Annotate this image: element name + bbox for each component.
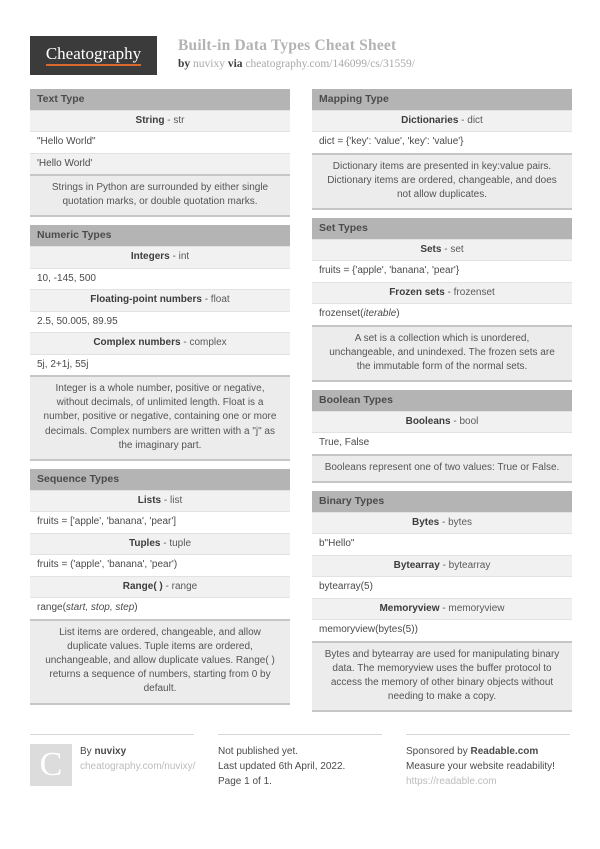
publish-status: Not published yet.	[218, 746, 299, 758]
type-subheader: Lists - list	[30, 490, 290, 512]
section-title: Boolean Types	[312, 390, 572, 411]
section-title: Text Type	[30, 89, 290, 110]
type-subheader: Bytes - bytes	[312, 512, 572, 534]
sponsor-line: Sponsored by Readable.com	[406, 746, 539, 758]
section-card	[312, 218, 572, 382]
type-subheader: Range( ) - range	[30, 576, 290, 598]
byline-via: via	[227, 58, 243, 70]
section-note: Dictionary items are presented in key:value pairs. Dictionary items are ordered, changeable, and does not allow duplicates.	[312, 153, 572, 209]
header-text	[178, 36, 415, 70]
masthead	[30, 36, 572, 75]
type-subheader: Frozen sets - frozenset	[312, 282, 572, 304]
sponsor-tagline: Measure your website readability!	[406, 761, 555, 773]
sponsor-name[interactable]: Readable.com	[470, 746, 539, 758]
footer-author-url[interactable]: cheatography.com/nuvixy/	[80, 761, 196, 773]
section-note: Strings in Python are surrounded by either single quotation marks, or double quotation marks.	[30, 174, 290, 215]
byline-by: by	[178, 58, 191, 70]
type-subheader: Integers - int	[30, 246, 290, 268]
page-number: Page 1 of 1.	[218, 776, 272, 788]
footer-author-name[interactable]: nuvixy	[94, 746, 127, 758]
code-example: "Hello World"	[30, 131, 290, 153]
section-note: List items are ordered, changeable, and allow duplicate values. Tuple items are ordered, unchangeable, and allow duplicate values. Range( ) returns a sequence of numbers, starting from 0 by default.	[30, 619, 290, 703]
code-example: memoryview(bytes(5))	[312, 619, 572, 641]
section-title: Sequence Types	[30, 469, 290, 490]
code-example: fruits = ('apple', 'banana', 'pear')	[30, 554, 290, 576]
left-column	[30, 89, 290, 713]
right-column	[312, 89, 572, 720]
section-card	[30, 89, 290, 217]
section-card	[312, 491, 572, 712]
footer-status-column	[218, 734, 382, 789]
section-title: Set Types	[312, 218, 572, 239]
type-subheader: Floating-point numbers - float	[30, 289, 290, 311]
footer-author-column	[30, 734, 194, 789]
type-subheader: Complex numbers - complex	[30, 332, 290, 354]
code-example: True, False	[312, 432, 572, 454]
footer-sponsor-column	[406, 734, 570, 789]
code-example: fruits = {'apple', 'banana', 'pear'}	[312, 260, 572, 282]
type-subheader: String - str	[30, 110, 290, 132]
author-link[interactable]: nuvixy	[193, 58, 225, 70]
section-note: Bytes and bytearray are used for manipulating binary data. The memoryview uses the buffer protocol to access the memory of other binary objects without needing to make a copy.	[312, 641, 572, 711]
code-example: 10, -145, 500	[30, 268, 290, 290]
code-example: dict = {'key': 'value', 'key': 'value'}	[312, 131, 572, 153]
avatar-letter: C	[39, 746, 63, 784]
columns-container	[30, 89, 572, 720]
footer-author: By nuvixy	[80, 746, 127, 758]
section-note: Booleans represent one of two values: True or False.	[312, 454, 572, 481]
footer	[30, 734, 572, 789]
section-title: Numeric Types	[30, 225, 290, 246]
type-subheader: Memoryview - memoryview	[312, 598, 572, 620]
last-updated: Last updated 6th April, 2022.	[218, 761, 346, 773]
code-example: 5j, 2+1j, 55j	[30, 354, 290, 376]
sponsor-url[interactable]: https://readable.com	[406, 776, 497, 788]
code-example: 2.5, 50.005, 89.95	[30, 311, 290, 333]
section-title: Binary Types	[312, 491, 572, 512]
page-title: Built-in Data Types Cheat Sheet	[178, 37, 397, 54]
section-card	[312, 89, 572, 210]
logo-text: Cheatography	[46, 45, 141, 67]
sheet-url-link[interactable]: cheatography.com/146099/cs/31559/	[245, 58, 415, 70]
code-example: bytearray(5)	[312, 576, 572, 598]
section-card	[30, 225, 290, 461]
type-subheader: Dictionaries - dict	[312, 110, 572, 132]
code-example: frozenset(iterable)	[312, 303, 572, 325]
section-card	[30, 469, 290, 705]
type-subheader: Bytearray - bytearray	[312, 555, 572, 577]
section-card	[312, 390, 572, 483]
byline	[178, 58, 415, 70]
code-example: 'Hello World'	[30, 153, 290, 175]
cheatography-logo[interactable]	[30, 36, 157, 75]
type-subheader: Booleans - bool	[312, 411, 572, 433]
section-title: Mapping Type	[312, 89, 572, 110]
section-note: A set is a collection which is unordered, unchangeable, and unindexed. The frozen sets are the immutable form of the normal sets.	[312, 325, 572, 381]
avatar[interactable]	[30, 744, 72, 786]
type-subheader: Sets - set	[312, 239, 572, 261]
section-note: Integer is a whole number, positive or negative, without decimals, of unlimited length. Float is a number, positive or negative, containing one or more decimals. Complex numbers are written with a "j" as the imaginary part.	[30, 375, 290, 459]
code-example: fruits = ['apple', 'banana', 'pear']	[30, 511, 290, 533]
code-example: range(start, stop, step)	[30, 597, 290, 619]
type-subheader: Tuples - tuple	[30, 533, 290, 555]
code-example: b"Hello"	[312, 533, 572, 555]
